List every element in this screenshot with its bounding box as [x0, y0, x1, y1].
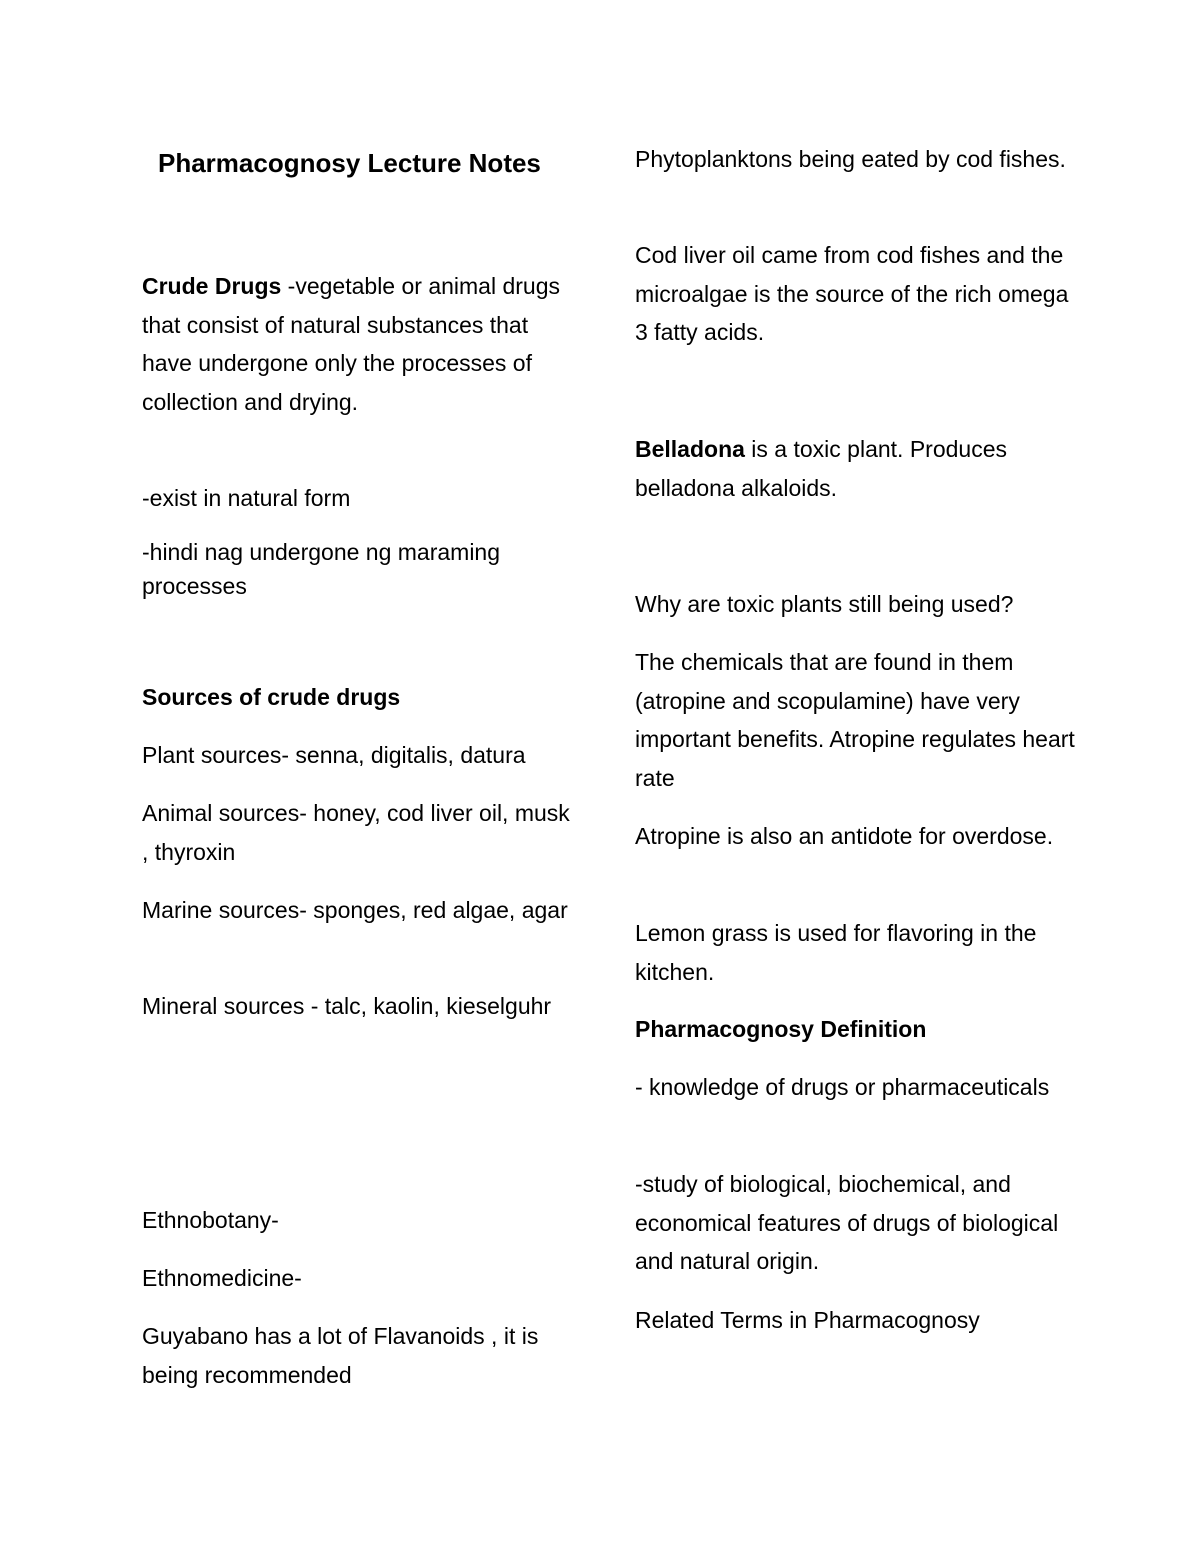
guyabano-note: Guyabano has a lot of Flavanoids , it is being recommended: [142, 1323, 539, 1388]
phytoplanktons-note: Phytoplanktons being eated by cod fishes.: [635, 146, 1066, 172]
lemon-grass-note: Lemon grass is used for flavoring in the kitchen.: [635, 920, 1037, 985]
crude-drugs-definition: -vegetable or animal drugs that consist of natural substances that have undergone only the processes of collection and drying.: [142, 273, 561, 415]
mineral-sources: Mineral sources - talc, kaolin, kieselguhr: [142, 993, 552, 1019]
chemicals-note: The chemicals that are found in them (atropine and scopulamine) have very important benefits. Atropine regulates heart rate: [635, 649, 1075, 791]
belladona-term: Belladona: [635, 436, 745, 462]
plant-sources: Plant sources- senna, digitalis, datura: [142, 742, 526, 768]
study-definition: -study of biological, biochemical, and economical features of drugs of biological and natural origin.: [635, 1171, 1059, 1274]
hindi-nag-line-1: -hindi nag undergone ng maraming: [142, 539, 501, 565]
knowledge-definition: - knowledge of drugs or pharmaceuticals: [635, 1074, 1050, 1100]
ethnobotany: Ethnobotany-: [142, 1207, 279, 1233]
exist-natural-form: -exist in natural form: [142, 485, 351, 511]
page-title: Pharmacognosy Lecture Notes: [158, 148, 541, 178]
atropine-antidote-note: Atropine is also an antidote for overdose.: [635, 823, 1054, 849]
definition-heading: Pharmacognosy Definition: [635, 1016, 927, 1042]
crude-drugs-term: Crude Drugs: [142, 273, 282, 299]
related-terms-heading: Related Terms in Pharmacognosy: [635, 1307, 980, 1333]
animal-sources: Animal sources- honey, cod liver oil, musk , thyroxin: [142, 800, 570, 865]
hindi-nag-line-2: processes: [142, 573, 247, 599]
belladona-definition: is a toxic plant. Produces belladona alkaloids.: [635, 436, 1007, 501]
ethnomedicine: Ethnomedicine-: [142, 1265, 302, 1291]
why-toxic-question: Why are toxic plants still being used?: [635, 591, 1014, 617]
marine-sources: Marine sources- sponges, red algae, agar: [142, 897, 568, 923]
crude-drugs-paragraph: [142, 267, 572, 421]
belladona-paragraph: [635, 430, 1075, 507]
sources-heading: Sources of crude drugs: [142, 684, 401, 710]
cod-liver-oil-note: Cod liver oil came from cod fishes and the microalgae is the source of the rich omega 3 fatty acids.: [635, 242, 1069, 345]
